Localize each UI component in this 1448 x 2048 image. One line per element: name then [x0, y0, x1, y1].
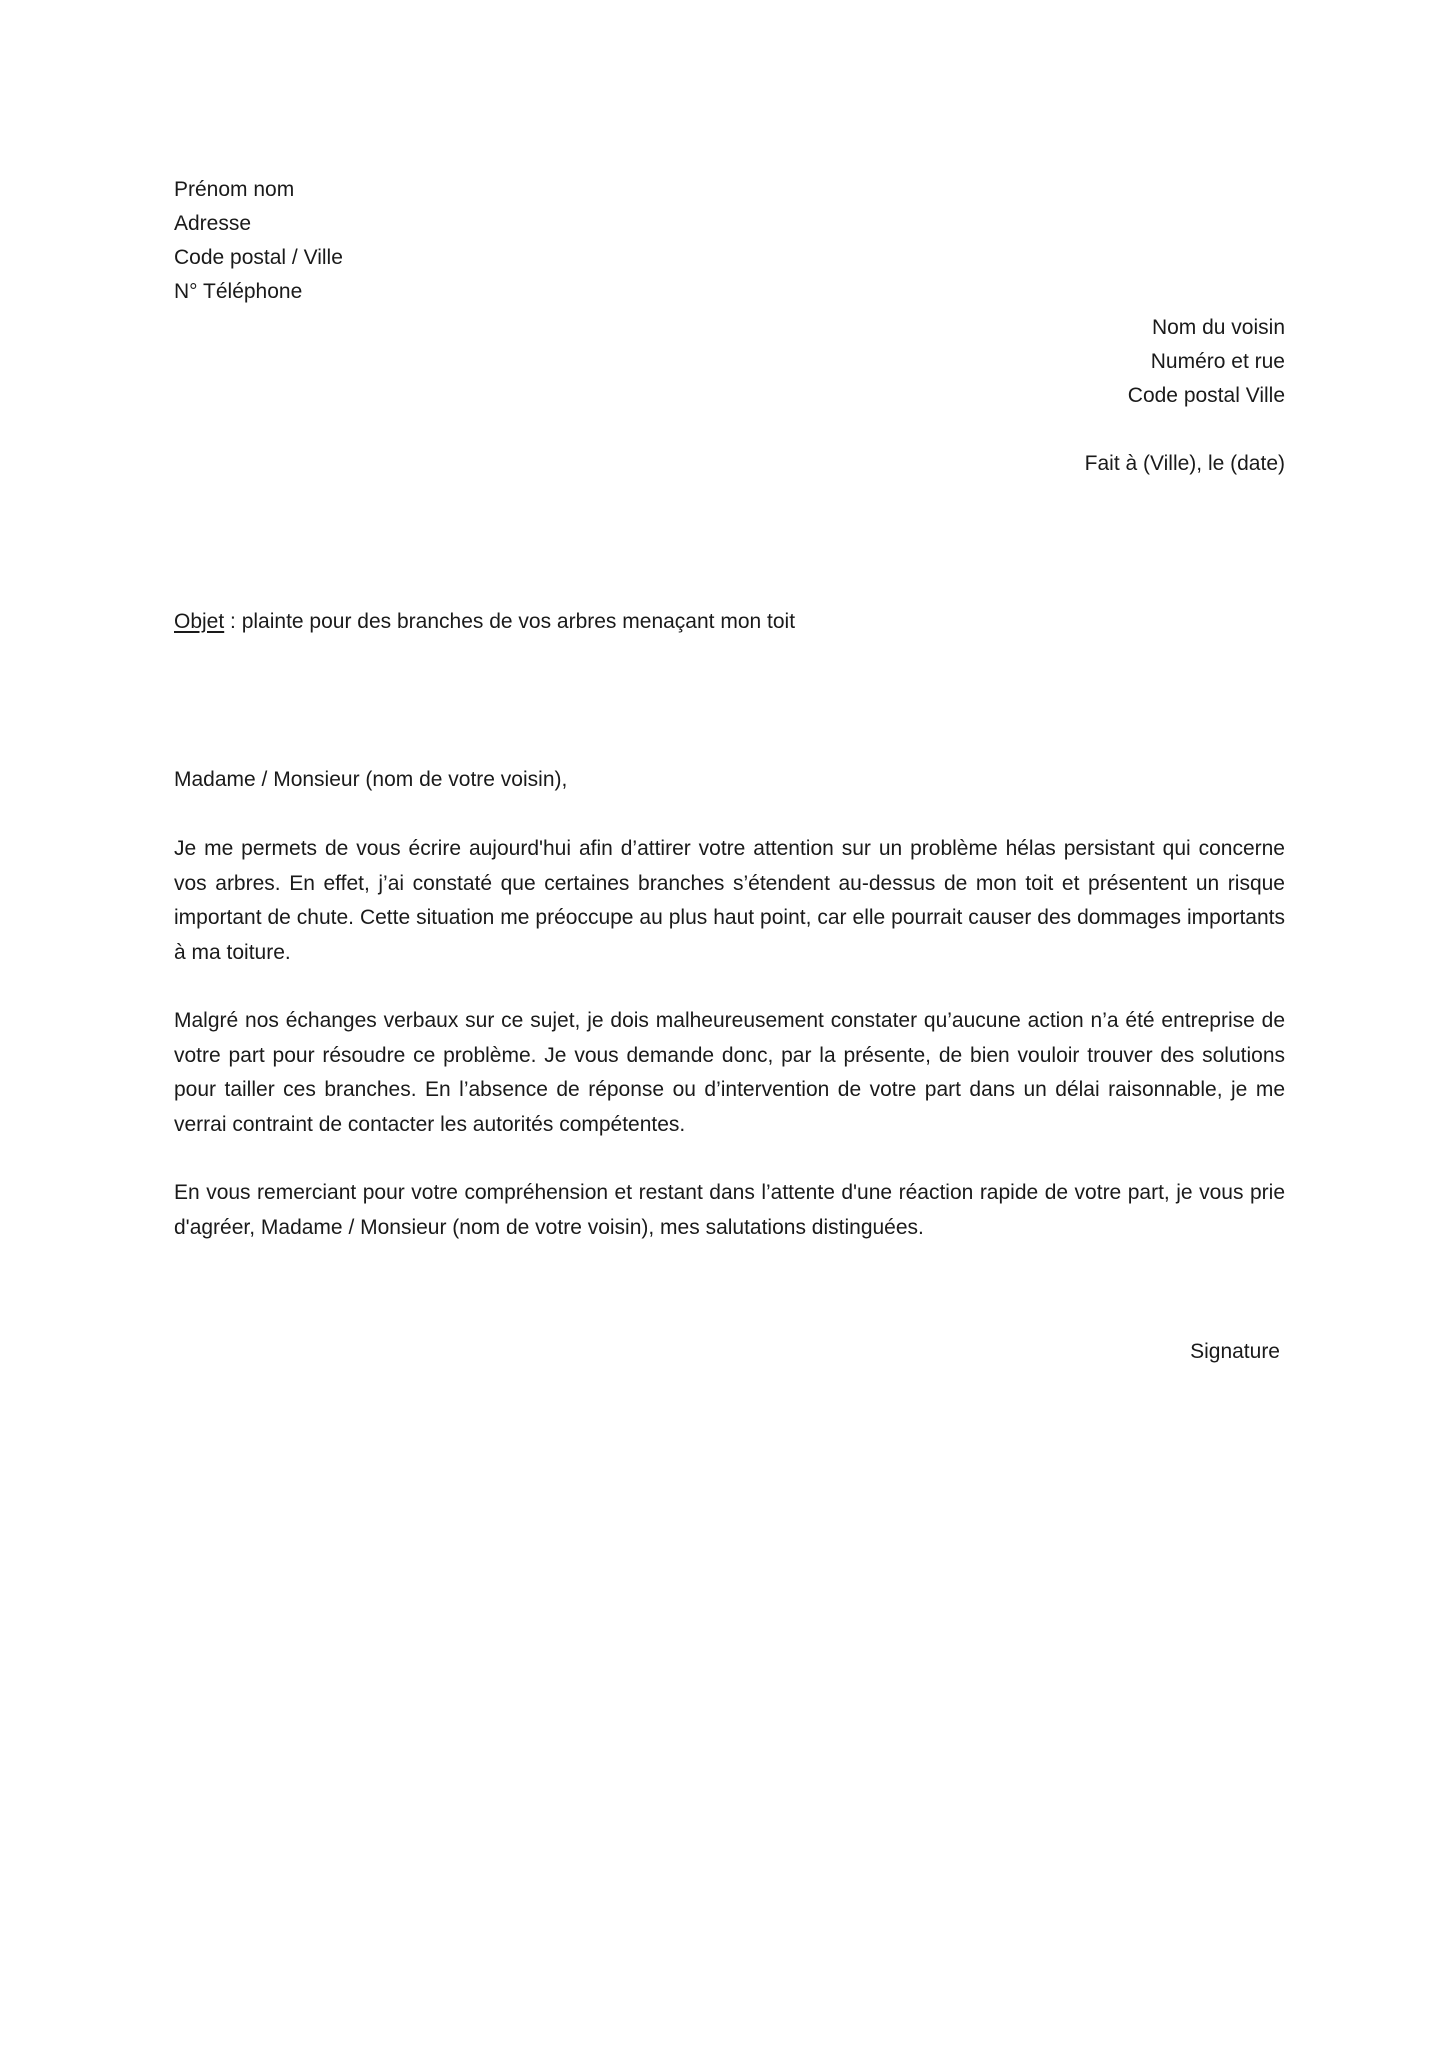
recipient-street: Numéro et rue — [1150, 350, 1285, 373]
body-paragraph: En vous remerciant pour votre compréhension et restant dans l’attente d'une réaction rapide de votre part, je vous prie d'agréer, Madame / Monsieur (nom de votre voisin), mes salutations distinguées. — [174, 1181, 1285, 1239]
sender-address: Adresse — [174, 212, 252, 235]
subject-label: Objet — [174, 610, 225, 633]
signature: Signature — [1190, 1340, 1280, 1363]
body-paragraph: Je me permets de vous écrire aujourd'hui afin d’attirer votre attention sur un problème hélas persistant qui concerne vos arbres. En effet, j’ai constaté que certaines branches s’étendent au-dessus de mon toit et présentent un risque important de chute. Cette situation me préoccupe au plus haut point, car elle pourrait causer des dommages importants à ma toiture. — [174, 837, 1285, 964]
body-paragraph: Malgré nos échanges verbaux sur ce sujet, je dois malheureusement constater qu’aucune action n’a été entreprise de votre part pour résoudre ce problème. Je vous demande donc, par la présente, de bien vouloir trouver des solutions pour tailler ces branches. En l’absence de réponse ou d’intervention de votre part dans un délai raisonnable, je me verrai contraint de contacter les autorités compétentes. — [174, 1009, 1285, 1136]
body-paragraph-1-container — [174, 832, 1285, 970]
sender-city: Code postal / Ville — [174, 246, 343, 269]
recipient-block — [1128, 311, 1285, 413]
recipient-city: Code postal Ville — [1127, 384, 1285, 407]
place-date: Fait à (Ville), le (date) — [1084, 452, 1285, 475]
body-paragraph-3-container — [174, 1176, 1285, 1245]
recipient-name: Nom du voisin — [1151, 316, 1285, 339]
salutation: Madame / Monsieur (nom de votre voisin), — [174, 768, 568, 791]
sender-phone: N° Téléphone — [174, 280, 303, 303]
sender-name: Prénom nom — [174, 178, 295, 201]
subject-text: : plainte pour des branches de vos arbres menaçant mon toit — [224, 610, 796, 633]
sender-block — [174, 173, 343, 309]
subject-line — [174, 605, 795, 639]
body-paragraph-2-container — [174, 1004, 1285, 1142]
